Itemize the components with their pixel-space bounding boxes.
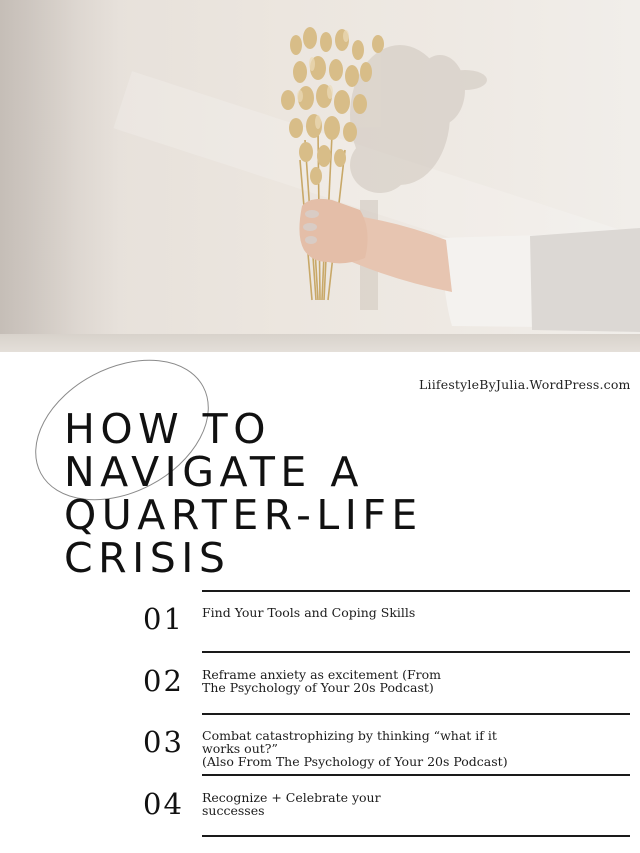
divider-rule [202,651,630,653]
step-text-line: Combat catastrophizing by thinking “what if it [202,728,497,743]
step-text-line: successes [202,803,265,818]
divider-rule [202,774,630,776]
title-line-3: QUARTER-LIFE [64,491,423,539]
divider-rule [202,835,630,837]
step-number: 03 [143,725,184,759]
step-text [202,791,522,817]
step-text-line: works out?” [202,741,278,756]
step-number: 01 [143,602,184,636]
step-text-line: Recognize + Celebrate your [202,790,381,805]
title-line-2: NAVIGATE A [64,448,364,496]
step-text-line: Reframe anxiety as excitement (From [202,667,442,682]
title-line-4: CRISIS [64,534,231,582]
step-number: 04 [143,787,184,821]
step-text [202,729,522,768]
step-text [202,606,522,619]
step-text-line: (Also From The Psychology of Your 20s Podcast) [202,754,508,769]
divider-rule [202,590,630,592]
divider-rule [202,713,630,715]
site-url: LiifestyleByJulia.WordPress.com [419,377,631,392]
title-line-1: HOW TO [64,405,271,453]
step-text [202,668,522,694]
step-text-line: The Psychology of Your 20s Podcast) [202,680,434,695]
step-number: 02 [143,664,184,698]
step-text-line: Find Your Tools and Coping Skills [202,605,416,620]
page-title [64,405,423,582]
